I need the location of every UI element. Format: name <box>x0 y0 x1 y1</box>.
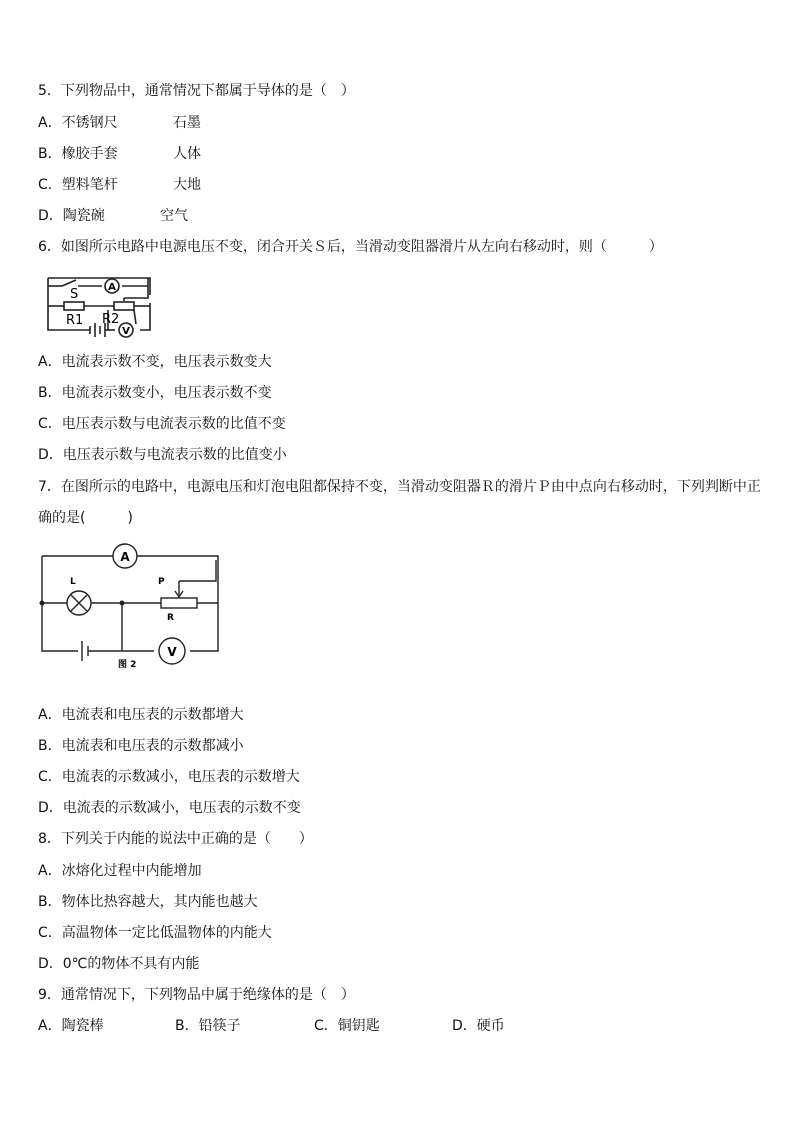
option-label: A． <box>38 115 62 131</box>
q8-option-d: D．0℃的物体不具有内能 <box>38 956 200 972</box>
option-item-2: 人体 <box>173 146 201 162</box>
q6-option-b: B．电流表示数变小，电压表示数不变 <box>38 385 272 401</box>
option-label: B． <box>38 146 62 162</box>
option-item-1: 陶瓷碗 <box>62 208 105 224</box>
q5-option-d <box>38 207 188 225</box>
q5-stem: 5．下列物品中，通常情况下都属于导体的是（ ） <box>38 83 355 99</box>
voltmeter-label: V <box>167 645 177 659</box>
q8-option-a: A．冰熔化过程中内能增加 <box>38 863 202 879</box>
q7-circuit-figure <box>36 540 226 672</box>
q5-option-c <box>38 176 201 194</box>
q8-stem: 8．下列关于内能的说法中正确的是（ ） <box>38 831 313 847</box>
option-item-2: 石墨 <box>173 115 201 131</box>
option-label: D． <box>38 208 63 224</box>
q7-stem-line2: 确的是( ) <box>38 510 133 526</box>
voltmeter-label: V <box>122 326 130 337</box>
q5-option-a <box>38 114 201 132</box>
q7-option-d: D．电流表的示数减小，电压表的示数不变 <box>38 800 301 816</box>
figure-caption: 图 2 <box>118 660 137 670</box>
option-item-1: 塑料笔杆 <box>61 177 118 193</box>
q9-option-b: B．铅筷子 <box>175 1018 241 1034</box>
q7-option-c: C．电流表的示数减小，电压表的示数增大 <box>38 769 300 785</box>
q7-option-b: B．电流表和电压表的示数都减小 <box>38 738 244 754</box>
q7-option-a: A．电流表和电压表的示数都增大 <box>38 707 244 723</box>
option-item-2: 大地 <box>173 177 201 193</box>
q8-option-b: B．物体比热容越大，其内能也越大 <box>38 894 258 910</box>
q6-stem: 6．如图所示电路中电源电压不变，闭合开关Ｓ后，当滑动变阻器滑片从左向右移动时，则（ ） <box>38 239 663 255</box>
q8-option-c: C．高温物体一定比低温物体的内能大 <box>38 925 272 941</box>
rheostat-label: R <box>167 613 174 623</box>
lamp-label: L <box>70 577 76 587</box>
q9-option-c: C．铜钥匙 <box>314 1018 380 1034</box>
q9-option-a: A．陶瓷棒 <box>38 1018 104 1034</box>
q7-stem-line1: 7．在图所示的电路中，电源电压和灯泡电阻都保持不变，当滑动变阻器Ｒ的滑片Ｐ由中点向右移动时，下列判断中正 <box>38 479 761 495</box>
option-item-1: 不锈钢尺 <box>61 115 118 131</box>
q6-option-c: C．电压表示数与电流表示数的比值不变 <box>38 416 286 432</box>
q9-option-d: D．硬币 <box>452 1018 505 1034</box>
r1-label: R1 <box>66 313 84 328</box>
ammeter-label: A <box>108 282 116 293</box>
switch-label: S <box>70 287 79 302</box>
option-label: C． <box>38 177 62 193</box>
q9-stem: 9．通常情况下，下列物品中属于绝缘体的是（ ） <box>38 987 355 1003</box>
q6-circuit-figure <box>40 268 160 340</box>
q6-option-a: A．电流表示数不变，电压表示数变大 <box>38 354 272 370</box>
q6-option-d: D．电压表示数与电流表示数的比值变小 <box>38 447 287 463</box>
ammeter-label: A <box>120 550 130 564</box>
option-item-2: 空气 <box>160 208 188 224</box>
slider-label: P <box>158 577 165 587</box>
option-item-1: 橡胶手套 <box>61 146 118 162</box>
q5-option-b <box>38 145 201 163</box>
r2-label: R2 <box>102 312 120 327</box>
